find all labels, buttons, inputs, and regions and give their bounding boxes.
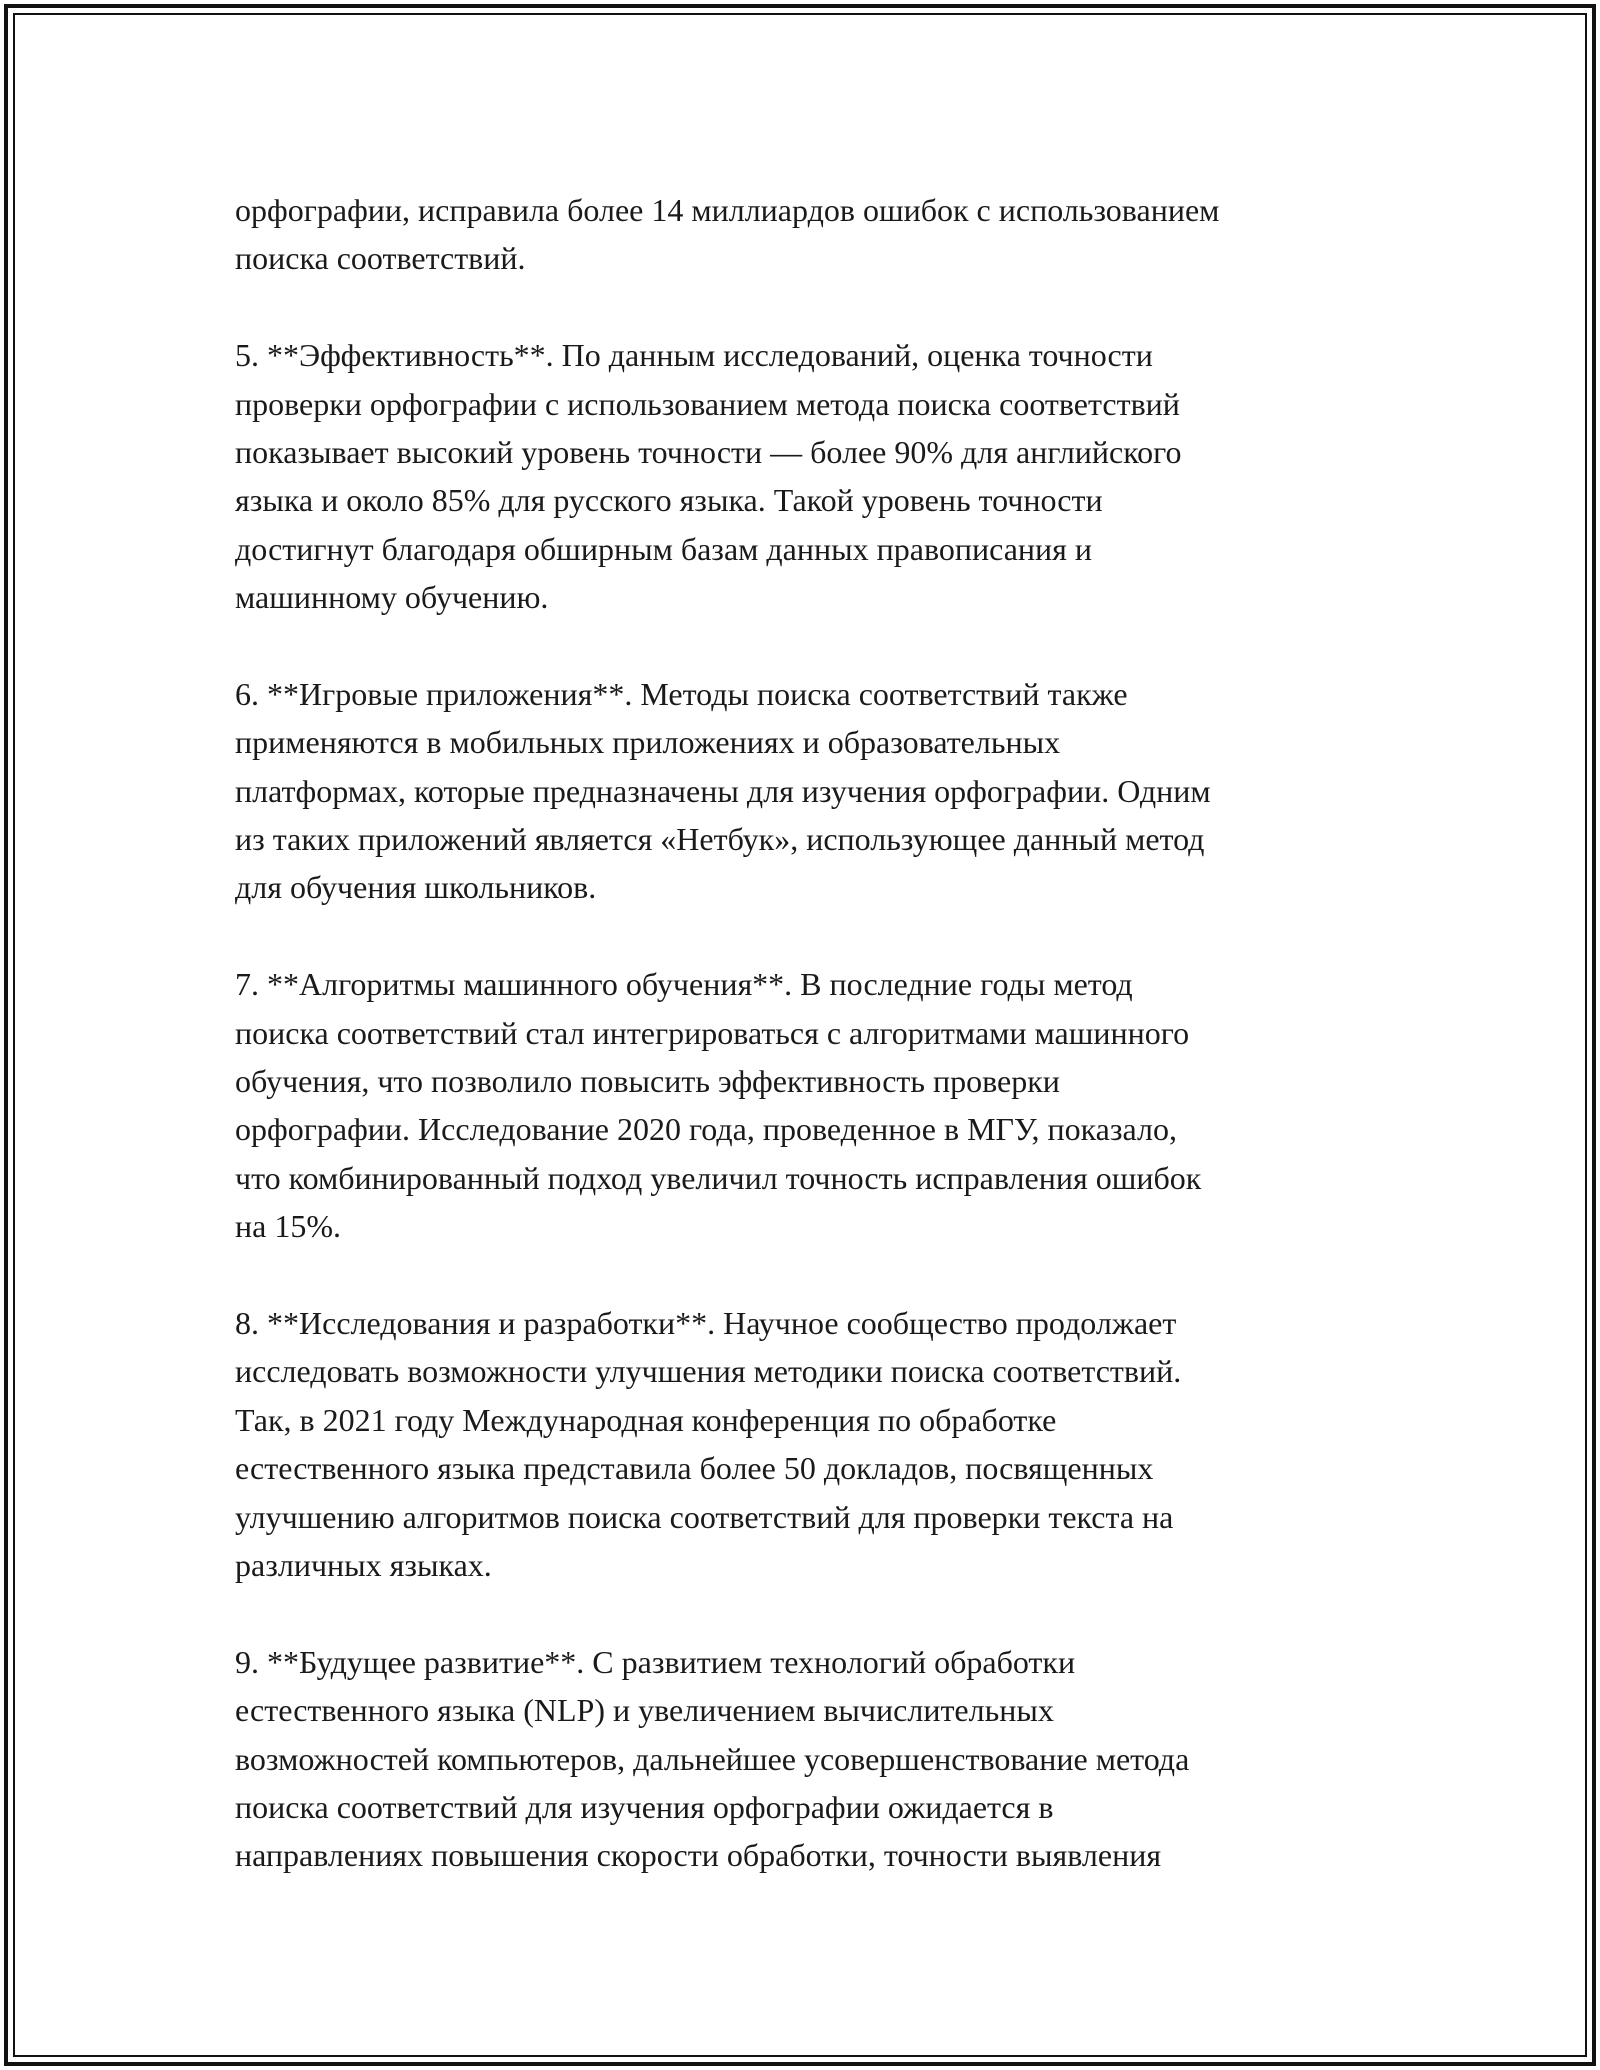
text-line: проверки орфографии с использованием метода поиска соответствий (235, 385, 1180, 422)
text-line: на 15%. (235, 1208, 341, 1245)
text-line: применяются в мобильных приложениях и образовательных (235, 724, 1061, 761)
text-line: естественного языка представила более 50 докладов, посвященных (235, 1450, 1154, 1487)
paragraph (235, 670, 1410, 912)
text-line: поиска соответствий для изучения орфографии ожидается в (235, 1788, 1054, 1825)
text-line: платформах, которые предназначены для изучения орфографии. Одним (235, 772, 1211, 809)
text-line: возможностей компьютеров, дальнейшее усовершенствование метода (235, 1740, 1190, 1777)
text-line: 5. **Эффективность**. По данным исследований, оценка точности (235, 337, 1153, 374)
paragraph-gap (235, 622, 1410, 670)
text-line: Так, в 2021 году Международная конференция по обработке (235, 1401, 1057, 1438)
document-body (235, 186, 1410, 1880)
text-line: для обучения школьников. (235, 869, 597, 906)
text-line: языка и около 85% для русского языка. Такой уровень точности (235, 482, 1103, 519)
paragraph (235, 186, 1410, 283)
text-line: направлениях повышения скорости обработки, точности выявления (235, 1837, 1162, 1874)
text-line: машинному обучению. (235, 579, 549, 616)
text-line: различных языках. (235, 1546, 492, 1583)
paragraph-gap (235, 912, 1410, 960)
text-line: 7. **Алгоритмы машинного обучения**. В последние годы метод (235, 966, 1133, 1003)
text-line: что комбинированный подход увеличил точность исправления ошибок (235, 1159, 1202, 1196)
text-line: 9. **Будущее развитие**. С развитием технологий обработки (235, 1643, 1076, 1680)
paragraph-gap (235, 1589, 1410, 1637)
paragraph (235, 331, 1410, 621)
text-line: орфографии, исправила более 14 миллиардов ошибок с использованием (235, 192, 1220, 228)
paragraph-gap (235, 283, 1410, 331)
text-line: показывает высокий уровень точности — более 90% для английского (235, 433, 1182, 470)
text-line: естественного языка (NLP) и увеличением вычислительных (235, 1692, 1054, 1729)
text-line: исследовать возможности улучшения методики поиска соответствий. (235, 1353, 1182, 1390)
text-line: поиска соответствий. (235, 240, 526, 277)
paragraph (235, 1299, 1410, 1589)
text-line: поиска соответствий стал интегрироваться с алгоритмами машинного (235, 1014, 1190, 1051)
text-line: обучения, что позволило повысить эффективность проверки (235, 1063, 1060, 1100)
paragraph (235, 960, 1410, 1250)
text-line: орфографии. Исследование 2020 года, проведенное в МГУ, показало, (235, 1111, 1177, 1148)
paragraph-gap (235, 1251, 1410, 1299)
text-line: из таких приложений является «Нетбук», использующее данный метод (235, 821, 1205, 858)
text-line: улучшению алгоритмов поиска соответствий для проверки текста на (235, 1498, 1174, 1535)
text-line: достигнут благодаря обширным базам данных правописания и (235, 530, 1092, 567)
paragraph (235, 1638, 1410, 1880)
text-line: 6. **Игровые приложения**. Методы поиска соответствий также (235, 675, 1128, 712)
text-line: 8. **Исследования и разработки**. Научное сообщество продолжает (235, 1304, 1177, 1341)
